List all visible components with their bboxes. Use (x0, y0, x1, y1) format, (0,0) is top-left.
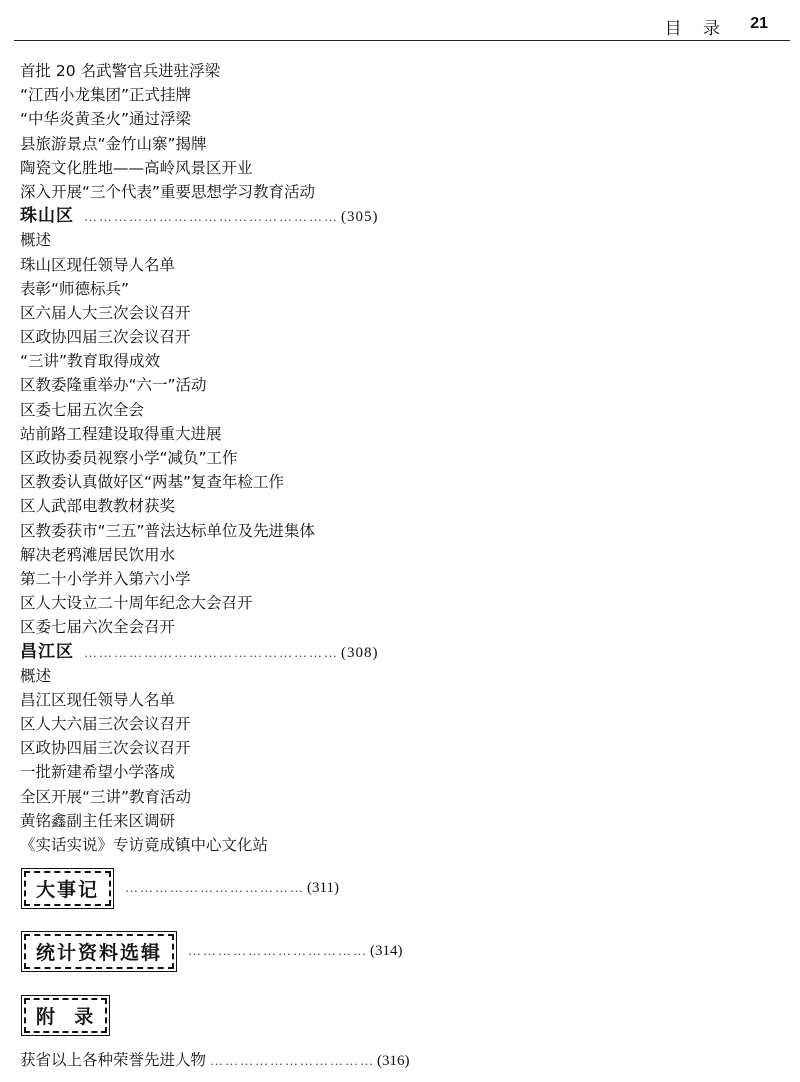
boxed-section-title: 统计资料选辑 (24, 934, 174, 969)
page-ref: (316) (377, 1053, 410, 1069)
toc-entry[interactable]: 区六届人大三次会议召开 (20, 303, 191, 322)
section-changjiang[interactable] (20, 640, 780, 664)
header-page-number: 21 (750, 15, 768, 32)
boxed-section-title: 大事记 (24, 871, 111, 906)
toc-entry[interactable]: 一批新建希望小学落成 (20, 763, 176, 782)
section-appendix[interactable] (24, 997, 107, 1033)
header-title: 目 录 (664, 19, 728, 39)
toc-entry[interactable]: 黄铭鑫副主任来区调研 (20, 811, 176, 830)
toc-entry[interactable]: 解决老鸦滩居民饮用水 (20, 545, 176, 564)
toc-entry[interactable]: 珠山区现任领导人名单 (20, 255, 176, 274)
toc-entry[interactable]: 区人武部电教教材获奖 (20, 497, 176, 516)
toc-entry[interactable]: 区教委获市“三五”普法达标单位及先进集体 (20, 521, 316, 540)
toc-entry[interactable]: 区政协四届三次会议召开 (20, 739, 191, 758)
boxed-section-title: 附 录 (24, 998, 107, 1033)
toc-entry[interactable]: 区教委认真做好区“两基”复查年检工作 (20, 473, 285, 492)
dot-leader: ……………………………… (188, 943, 369, 958)
toc-entry[interactable]: 全区开展“三讲”教育活动 (20, 787, 192, 806)
section-title: 珠山区 (20, 206, 74, 227)
toc-entry[interactable]: 昌江区现任领导人名单 (20, 690, 176, 709)
toc-list (20, 59, 780, 857)
dot-leader: ……………………………… (125, 880, 306, 895)
toc-entry[interactable]: 概述 (20, 666, 52, 685)
toc-entry[interactable]: “中华炎黄圣火”通过浮梁 (20, 110, 192, 129)
toc-entry[interactable]: 站前路工程建设取得重大进展 (20, 424, 222, 443)
page-ref: (305) (341, 209, 379, 226)
entry-title: 获省以上各种荣誉先进人物 (20, 1051, 207, 1069)
dot-leader: …………………………………………… (84, 209, 339, 225)
page-ref: (308) (341, 644, 379, 661)
toc-entry[interactable]: 区政协委员视察小学“减负”工作 (20, 449, 238, 467)
header-rule (14, 40, 790, 41)
toc-entry[interactable]: “江西小龙集团”正式挂牌 (20, 86, 192, 105)
toc-entry[interactable]: 区教委隆重举办“六一”活动 (20, 376, 207, 395)
toc-entry[interactable]: 区人大六届三次会议召开 (20, 715, 191, 734)
toc-entry[interactable]: 区委七届六次全会召开 (20, 618, 176, 637)
toc-entry[interactable]: 表彰“师德标兵” (20, 279, 130, 298)
section-title: 昌江区 (20, 641, 74, 662)
page-header (0, 0, 800, 44)
toc-entry[interactable]: “三讲”教育取得成效 (20, 352, 161, 371)
toc-entry[interactable]: 区政协四届三次会议召开 (20, 328, 191, 347)
toc-entry[interactable]: 首批 20 名武警官兵进驻浮梁 (20, 62, 221, 80)
section-zhushan[interactable] (20, 204, 780, 228)
toc-entry[interactable]: 区人大设立二十周年纪念大会召开 (20, 594, 253, 613)
toc-entry[interactable]: 《实话实说》专访竟成镇中心文化站 (20, 836, 269, 854)
section-statistics[interactable] (24, 933, 403, 969)
toc-entry[interactable]: 区委七届五次全会 (20, 400, 145, 419)
toc-entry[interactable]: 第二十小学并入第六小学 (20, 569, 191, 588)
page-ref: (311) (307, 879, 339, 896)
toc-entry[interactable]: 陶瓷文化胜地——高岭风景区开业 (20, 158, 253, 177)
toc-entry-honors[interactable] (20, 1048, 410, 1070)
toc-entry[interactable]: 县旅游景点“金竹山寨”揭牌 (20, 134, 207, 153)
section-chronicle[interactable] (24, 870, 339, 906)
toc-entry[interactable]: 概述 (20, 231, 52, 250)
page-ref: (314) (370, 942, 403, 959)
toc-entry[interactable]: 深入开展“三个代表”重要思想学习教育活动 (20, 182, 316, 201)
dot-leader: …………………………………………… (84, 644, 339, 660)
dot-leader: …………………………… (210, 1053, 376, 1068)
